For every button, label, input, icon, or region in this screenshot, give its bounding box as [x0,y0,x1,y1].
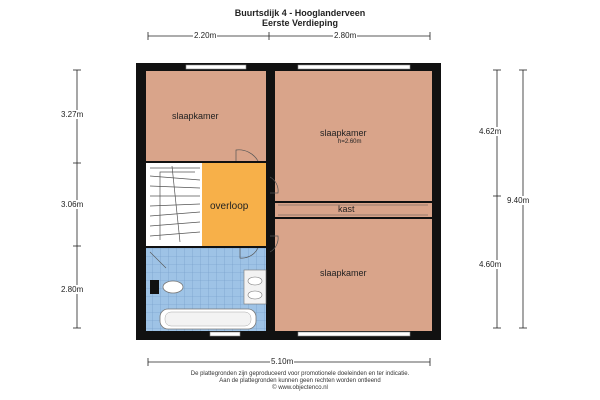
label-slaapkamer-1: slaapkamer [172,111,219,121]
dim-top-left: 2.20m [194,31,217,40]
dim-right-1: 4.62m [479,127,502,136]
dim-right-total: 9.40m [507,196,530,205]
plan-title: Buurtsdijk 4 - Hooglanderveen [234,8,366,18]
footer-disclaimer: De plattegronden zijn geproduceerd voor promotionele doeleinden en ter indicatie. [190,371,410,377]
footer-website: © www.objectenco.nl [272,385,328,391]
footer-rights: Aan de plattegronden kunnen geen rechten worden ontleend [219,378,381,384]
dim-right-2: 4.60m [479,260,502,269]
dim-bottom: 5.10m [271,357,294,366]
dim-top-right: 2.80m [334,31,357,40]
dim-left-2: 3.06m [61,200,84,209]
label-slaapkamer-3: slaapkamer [320,268,367,278]
label-height-note: h=2.60m [338,139,362,145]
label-slaapkamer-2: slaapkamer [320,128,367,138]
label-kast: kast [338,204,355,214]
floor-name: Eerste Verdieping [261,18,339,28]
dim-left-3: 2.80m [61,285,84,294]
label-overloop: overloop [210,201,249,212]
dim-left-1: 3.27m [61,110,84,119]
